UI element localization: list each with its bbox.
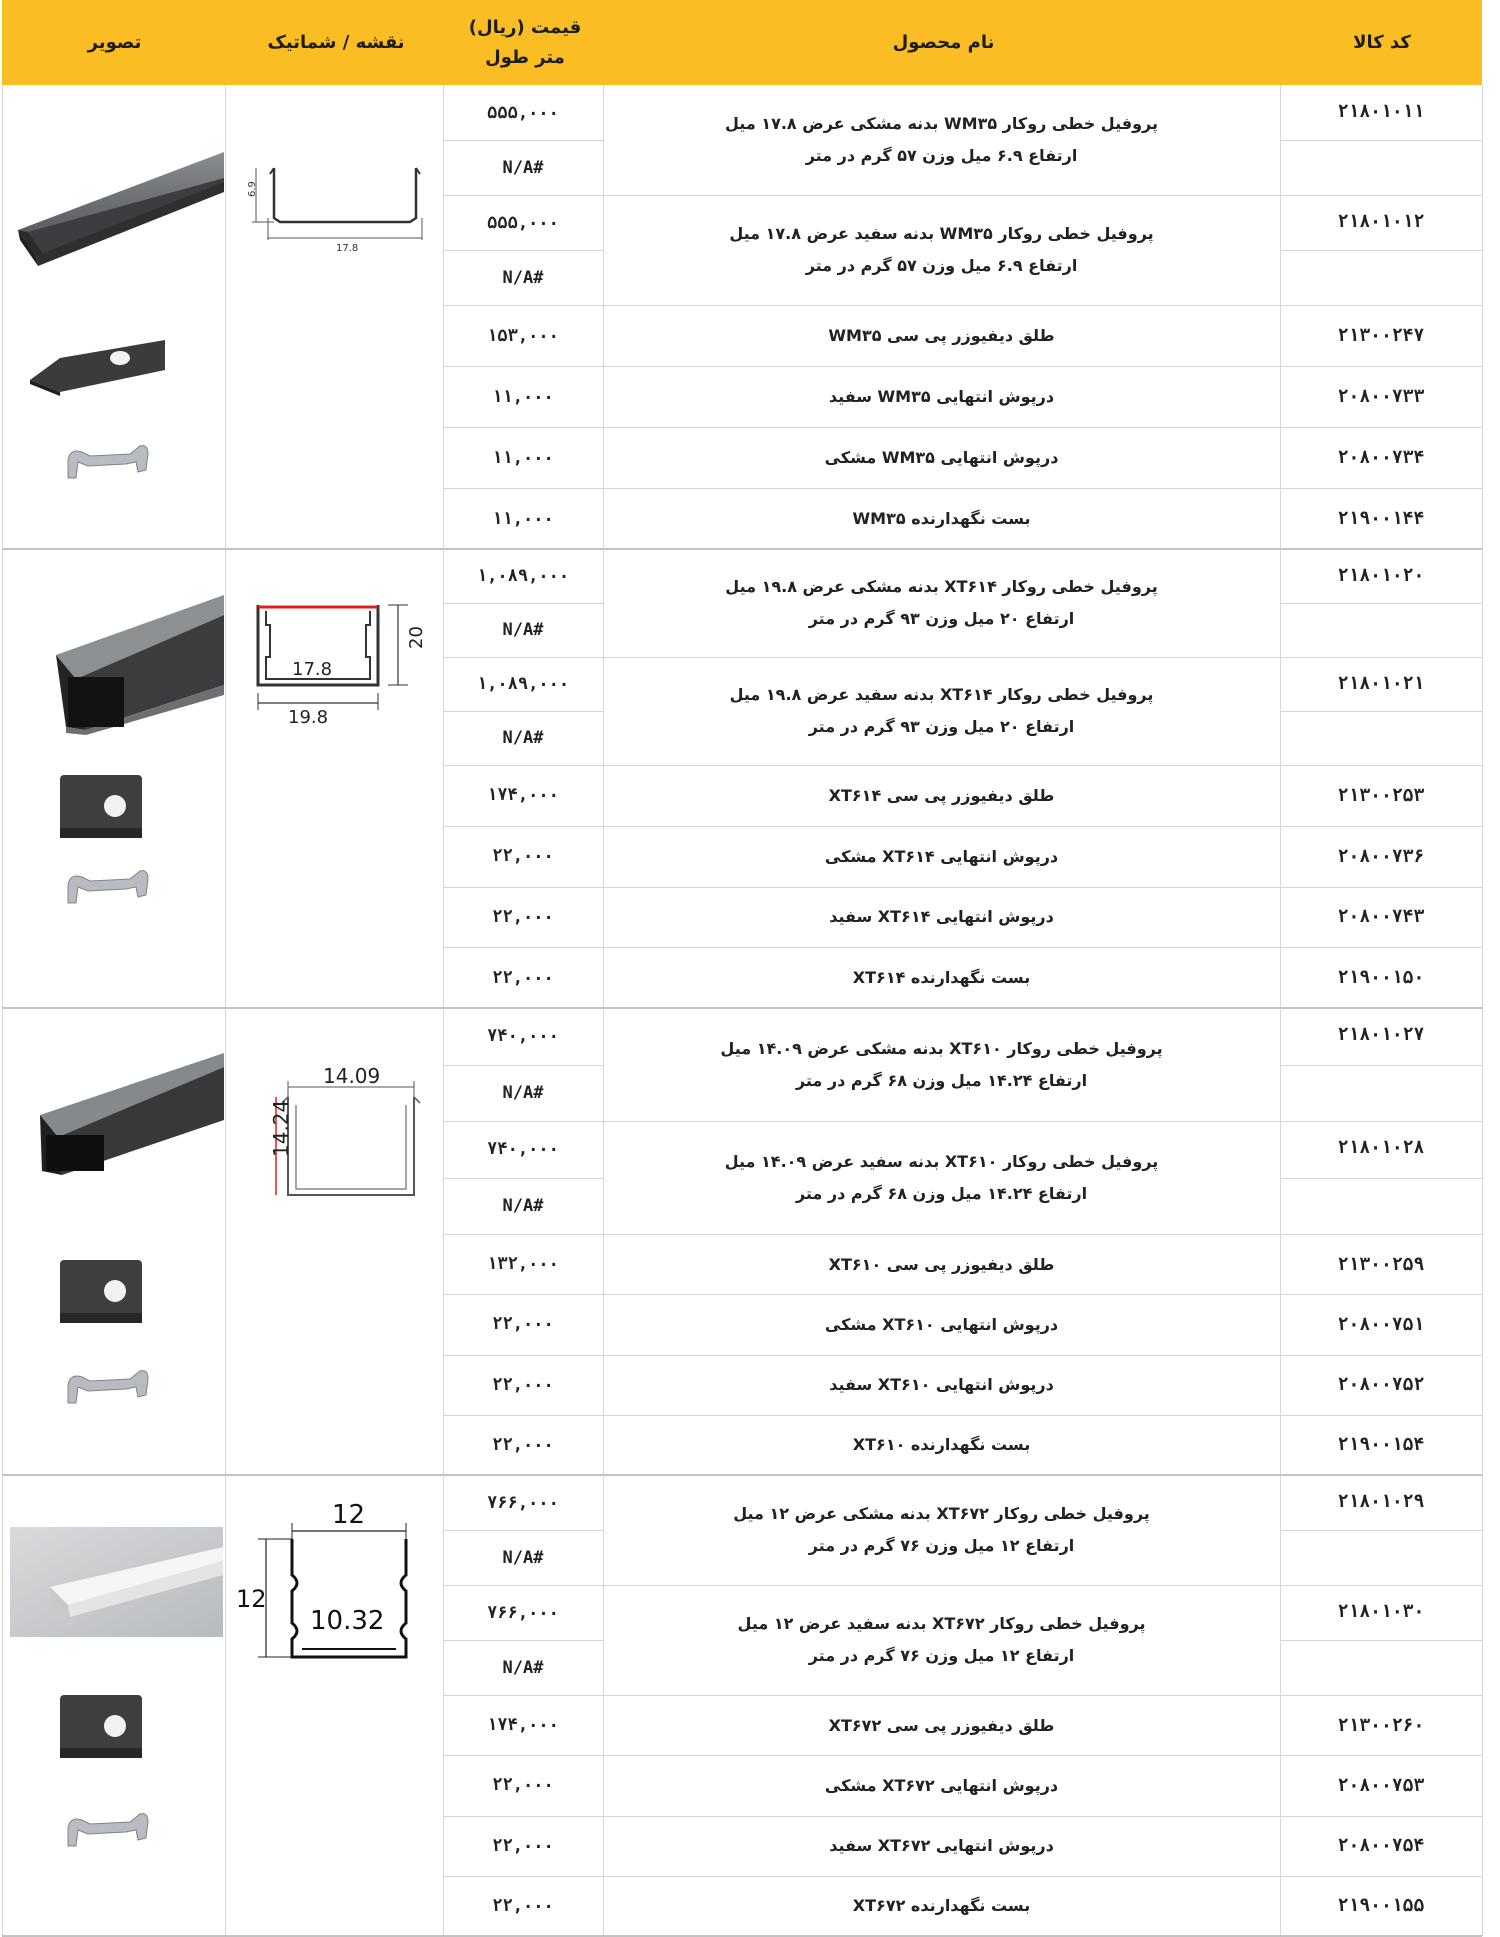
price-per-meter: ۷۶۶,۰۰۰ bbox=[487, 1602, 559, 1623]
price-per-meter: ۲۲,۰۰۰ bbox=[492, 1775, 554, 1796]
product-name: طلق دیفیوزر پی سی XT۶۱۴ bbox=[828, 785, 1055, 805]
schematic-height-label: 6.9 bbox=[247, 181, 258, 197]
end-cap-image-wm35 bbox=[30, 330, 170, 400]
product-name-line: ارتفاع ۲۰ میل وزن ۹۳ گرم در متر bbox=[808, 609, 1075, 628]
product-name: درپوش انتهایی XT۶۱۰ سفید bbox=[829, 1375, 1054, 1395]
product-code: ۲۰۸۰۰۷۵۲ bbox=[1337, 1374, 1425, 1396]
product-name: طلق دیفیوزر پی سی WM۳۵ bbox=[828, 326, 1055, 345]
price-unavailable: #N/A bbox=[502, 267, 544, 288]
product-name-line: پروفیل خطی روکار XT۶۱۰ بدنه سفید عرض ۱۴.۰۹ میل bbox=[724, 1151, 1159, 1171]
row-divider bbox=[443, 1530, 603, 1531]
price-per-meter: ۱۱,۰۰۰ bbox=[492, 447, 554, 468]
price-per-meter: ۵۵۵,۰۰۰ bbox=[487, 212, 559, 233]
column-divider bbox=[2, 1475, 3, 1936]
product-name-line: ارتفاع ۱۲ میل وزن ۷۶ گرم در متر bbox=[808, 1536, 1075, 1555]
product-name-line: ارتفاع ۶.۹ میل وزن ۵۷ گرم در متر bbox=[805, 146, 1078, 165]
price-per-meter: ۲۲,۰۰۰ bbox=[492, 906, 554, 927]
price-unavailable: #N/A bbox=[502, 1657, 544, 1678]
column-divider bbox=[1482, 85, 1483, 549]
product-code: ۲۱۸۰۱۰۲۱ bbox=[1337, 673, 1425, 694]
product-name: درپوش انتهایی WM۳۵ مشکی bbox=[824, 448, 1059, 467]
row-divider bbox=[1280, 711, 1482, 712]
product-code: ۲۱۳۰۰۲۵۹ bbox=[1337, 1253, 1425, 1275]
product-name-line: پروفیل خطی روکار WM۳۵ بدنه سفید عرض ۱۷.۸ میل bbox=[729, 224, 1154, 243]
product-name-line: پروفیل خطی روکار WM۳۵ بدنه مشکی عرض ۱۷.۸ میل bbox=[725, 114, 1158, 133]
header-name: نام محصول bbox=[892, 31, 995, 53]
row-divider bbox=[443, 140, 603, 141]
product-name bbox=[603, 1585, 1280, 1695]
price-per-meter: ۱۱,۰۰۰ bbox=[492, 508, 554, 529]
price-per-meter: ۱۳۲,۰۰۰ bbox=[487, 1254, 559, 1275]
schematic-width-label: 12 bbox=[332, 1500, 366, 1530]
product-name bbox=[603, 1121, 1280, 1234]
mounting-clip-image-xt672 bbox=[60, 1808, 155, 1853]
price-per-meter: ۱۷۴,۰۰۰ bbox=[487, 785, 559, 806]
mounting-clip-image-wm35 bbox=[60, 440, 155, 485]
price-per-meter: ۱۷۴,۰۰۰ bbox=[487, 1715, 559, 1736]
schematic-width-label: 17.8 bbox=[336, 243, 359, 254]
row-divider bbox=[443, 603, 603, 604]
row-divider bbox=[1280, 1065, 1482, 1066]
mounting-clip-image-xt614 bbox=[60, 865, 155, 910]
price-per-meter: ۲۲,۰۰۰ bbox=[492, 1374, 554, 1395]
product-name bbox=[603, 195, 1280, 305]
product-name-line: ارتفاع ۱۴.۲۴ میل وزن ۶۸ گرم در متر bbox=[795, 1070, 1088, 1090]
price-per-meter: ۲۲,۰۰۰ bbox=[492, 1314, 554, 1335]
product-code: ۲۰۸۰۰۷۵۳ bbox=[1337, 1774, 1425, 1796]
price-per-meter: ۲۲,۰۰۰ bbox=[492, 1895, 554, 1916]
profile-image-wm35 bbox=[6, 130, 224, 280]
product-name-line: ارتفاع ۲۰ میل وزن ۹۳ گرم در متر bbox=[808, 717, 1075, 736]
price-per-meter: ۲۲,۰۰۰ bbox=[492, 1835, 554, 1856]
product-code: ۲۱۳۰۰۲۴۷ bbox=[1337, 325, 1425, 346]
column-divider bbox=[1482, 549, 1483, 1008]
schematic-wm35 bbox=[244, 160, 429, 260]
product-code: ۲۰۸۰۰۷۵۱ bbox=[1337, 1313, 1425, 1335]
product-name-line: پروفیل خطی روکار XT۶۱۴ بدنه مشکی عرض ۱۹.۸ میل bbox=[725, 577, 1158, 596]
price-per-meter: ۷۴۰,۰۰۰ bbox=[487, 1026, 559, 1047]
product-name: بست نگهدارنده WM۳۵ bbox=[852, 509, 1031, 528]
product-code: ۲۱۳۰۰۲۵۳ bbox=[1337, 784, 1425, 806]
product-name bbox=[603, 1475, 1280, 1585]
product-name: بست نگهدارنده XT۶۱۰ bbox=[852, 1435, 1031, 1455]
price-unavailable: #N/A bbox=[502, 1547, 544, 1568]
product-name-line: پروفیل خطی روکار XT۶۱۴ بدنه سفید عرض ۱۹.۸ میل bbox=[729, 685, 1154, 704]
column-divider bbox=[2, 1008, 3, 1475]
product-code: ۲۱۹۰۰۱۵۰ bbox=[1337, 967, 1425, 989]
row-divider bbox=[1280, 1178, 1482, 1179]
row-divider bbox=[443, 1640, 603, 1641]
row-divider bbox=[1280, 1530, 1482, 1531]
product-code: ۲۰۸۰۰۷۳۳ bbox=[1337, 386, 1425, 407]
row-divider bbox=[443, 250, 603, 251]
row-divider bbox=[443, 1178, 603, 1179]
price-unavailable: #N/A bbox=[502, 1082, 544, 1103]
column-divider bbox=[1482, 1475, 1483, 1936]
product-code: ۲۱۹۰۰۱۴۴ bbox=[1337, 508, 1425, 529]
price-unavailable: #N/A bbox=[502, 1195, 544, 1216]
schematic-height-label: 12 bbox=[236, 1585, 267, 1613]
product-name: طلق دیفیوزر پی سی XT۶۷۲ bbox=[828, 1715, 1055, 1735]
product-code: ۲۱۳۰۰۲۶۰ bbox=[1337, 1714, 1425, 1736]
product-name bbox=[603, 85, 1280, 195]
row-divider bbox=[1280, 603, 1482, 604]
product-code: ۲۰۸۰۰۷۳۴ bbox=[1337, 447, 1425, 468]
schematic-inner-label: 10.32 bbox=[310, 1606, 385, 1636]
product-code: ۲۱۸۰۱۰۲۷ bbox=[1337, 1024, 1425, 1045]
end-cap-image-xt672 bbox=[55, 1690, 150, 1765]
header-schematic: نقشه / شماتیک bbox=[267, 31, 405, 53]
price-per-meter: ۲۲,۰۰۰ bbox=[492, 967, 554, 988]
price-per-meter: ۱,۰۸۹,۰۰۰ bbox=[476, 566, 570, 586]
profile-image-xt672 bbox=[10, 1527, 223, 1637]
product-name-line: پروفیل خطی روکار XT۶۱۰ بدنه مشکی عرض ۱۴.۰۹ میل bbox=[720, 1038, 1163, 1058]
product-name-line: پروفیل خطی روکار XT۶۷۲ بدنه سفید عرض ۱۲ میل bbox=[737, 1614, 1146, 1633]
product-code: ۲۱۸۰۱۰۳۰ bbox=[1337, 1601, 1425, 1622]
header-code: کد کالا bbox=[1353, 31, 1411, 53]
product-name: درپوش انتهایی XT۶۱۴ مشکی bbox=[824, 846, 1059, 866]
product-code: ۲۰۸۰۰۷۴۳ bbox=[1337, 906, 1425, 928]
product-code: ۲۱۹۰۰۱۵۵ bbox=[1337, 1895, 1425, 1917]
schematic-inner-label: 17.8 bbox=[292, 659, 333, 680]
column-divider bbox=[225, 549, 226, 1008]
product-code: ۲۱۸۰۱۰۱۱ bbox=[1337, 101, 1425, 122]
product-name: طلق دیفیوزر پی سی XT۶۱۰ bbox=[828, 1254, 1055, 1274]
column-divider bbox=[225, 85, 226, 549]
table-header bbox=[2, 0, 1482, 85]
product-code: ۲۱۸۰۱۰۲۹ bbox=[1337, 1491, 1425, 1512]
product-name: درپوش انتهایی XT۶۱۴ سفید bbox=[829, 907, 1054, 927]
product-name: درپوش انتهایی XT۶۱۰ مشکی bbox=[824, 1314, 1059, 1334]
price-per-meter: ۱۱,۰۰۰ bbox=[492, 386, 554, 407]
product-name: درپوش انتهایی XT۶۷۲ مشکی bbox=[824, 1775, 1059, 1795]
price-unavailable: #N/A bbox=[502, 728, 544, 748]
header-price: قیمت (ریال) متر طول bbox=[468, 16, 582, 68]
mounting-clip-image-xt610 bbox=[60, 1365, 155, 1410]
price-per-meter: ۲۲,۰۰۰ bbox=[492, 1434, 554, 1455]
price-per-meter: ۲۲,۰۰۰ bbox=[492, 846, 554, 867]
price-unavailable: #N/A bbox=[502, 620, 544, 640]
price-per-meter: ۱,۰۸۹,۰۰۰ bbox=[476, 674, 570, 694]
column-divider bbox=[225, 1008, 226, 1475]
end-cap-image-xt610 bbox=[55, 1255, 150, 1330]
schematic-outer-label: 19.8 bbox=[288, 707, 329, 728]
end-cap-image-xt614 bbox=[55, 770, 150, 845]
product-name-line: ارتفاع ۱۴.۲۴ میل وزن ۶۸ گرم در متر bbox=[795, 1183, 1088, 1203]
product-name-line: پروفیل خطی روکار XT۶۷۲ بدنه مشکی عرض ۱۲ میل bbox=[733, 1504, 1150, 1523]
schematic-xt614 bbox=[248, 595, 438, 730]
product-name-line: ارتفاع ۶.۹ میل وزن ۵۷ گرم در متر bbox=[805, 256, 1078, 275]
header-image: تصویر bbox=[87, 31, 142, 53]
row-divider bbox=[1280, 1640, 1482, 1641]
row-divider bbox=[1280, 140, 1482, 141]
schematic-width-label: 14.09 bbox=[323, 1065, 381, 1088]
product-code: ۲۰۸۰۰۷۳۶ bbox=[1337, 845, 1425, 867]
product-code: ۲۱۹۰۰۱۵۴ bbox=[1337, 1434, 1425, 1456]
product-code: ۲۱۸۰۱۰۱۲ bbox=[1337, 211, 1425, 232]
column-divider bbox=[2, 549, 3, 1008]
schematic-height-label: 14.24 bbox=[269, 1099, 293, 1157]
price-per-meter: ۵۵۵,۰۰۰ bbox=[487, 102, 559, 123]
product-name bbox=[603, 549, 1280, 657]
row-divider bbox=[1280, 250, 1482, 251]
profile-image-xt610 bbox=[6, 1045, 224, 1180]
product-name: درپوش انتهایی WM۳۵ سفید bbox=[828, 387, 1055, 406]
column-divider bbox=[225, 1475, 226, 1936]
schematic-xt672 bbox=[236, 1495, 436, 1665]
schematic-height-label: 20 bbox=[406, 626, 427, 649]
row-divider bbox=[443, 1065, 603, 1066]
product-name: بست نگهدارنده XT۶۱۴ bbox=[852, 968, 1031, 988]
profile-image-xt614 bbox=[6, 585, 224, 735]
product-name bbox=[603, 1008, 1280, 1121]
product-name bbox=[603, 657, 1280, 765]
schematic-xt610 bbox=[238, 1065, 433, 1205]
column-divider bbox=[2, 85, 3, 549]
column-divider bbox=[1482, 1008, 1483, 1475]
price-per-meter: ۱۵۳,۰۰۰ bbox=[487, 325, 559, 346]
row-divider bbox=[443, 711, 603, 712]
price-per-meter: ۷۴۰,۰۰۰ bbox=[487, 1139, 559, 1160]
product-name-line: ارتفاع ۱۲ میل وزن ۷۶ گرم در متر bbox=[808, 1646, 1075, 1665]
price-unavailable: #N/A bbox=[502, 157, 544, 178]
product-code: ۲۰۸۰۰۷۵۴ bbox=[1337, 1835, 1425, 1857]
product-code: ۲۱۸۰۱۰۲۸ bbox=[1337, 1137, 1425, 1158]
price-per-meter: ۷۶۶,۰۰۰ bbox=[487, 1492, 559, 1513]
product-name: درپوش انتهایی XT۶۷۲ سفید bbox=[829, 1836, 1054, 1856]
product-name: بست نگهدارنده XT۶۷۲ bbox=[852, 1896, 1031, 1916]
product-code: ۲۱۸۰۱۰۲۰ bbox=[1337, 565, 1425, 586]
